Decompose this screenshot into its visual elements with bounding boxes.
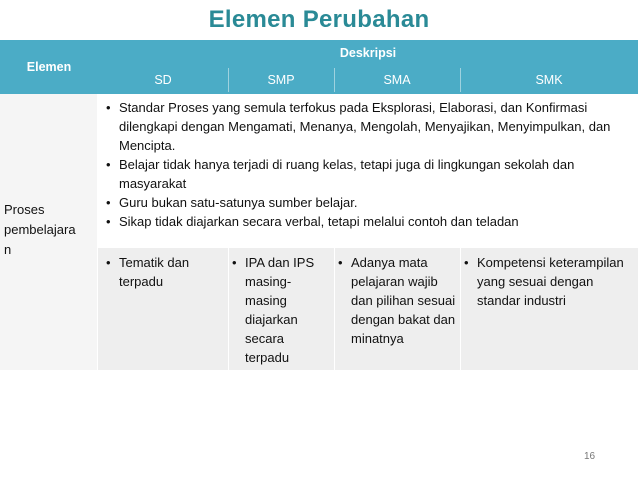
cell-smk — [462, 253, 630, 310]
cell-sd — [104, 253, 222, 291]
list-item: • Belajar tidak hanya terjadi di ruang kelas, tetapi juga di lingkungan sekolah dan masyarakat — [104, 155, 632, 193]
header-elemen: Elemen — [26, 60, 72, 74]
header-deskripsi: Deskripsi — [339, 46, 397, 60]
list-item: • Adanya mata pelajaran wajib dan pilihan sesuai dengan bakat dan minatnya — [336, 253, 456, 348]
header-sma: SMA — [383, 73, 411, 87]
list-item: • Sikap tidak diajarkan secara verbal, tetapi melalui contoh dan teladan — [104, 212, 632, 231]
header-smp: SMP — [267, 73, 295, 87]
page-number: 16 — [584, 451, 596, 462]
shared-points — [104, 98, 632, 231]
header-smk: SMK — [535, 73, 563, 87]
list-item: • Guru bukan satu-satunya sumber belajar. — [104, 193, 632, 212]
list-item: • Kompetensi keterampilan yang sesuai dengan standar industri — [462, 253, 630, 310]
cell-divider — [334, 248, 335, 370]
list-item: • Standar Proses yang semula terfokus pada Eksplorasi, Elaborasi, dan Konfirmasi dilengkapi dengan Mengamati, Menanya, Mengolah, Menyajikan, Menyimpulkan, dan Mencipta. — [104, 98, 632, 155]
cell-sma — [336, 253, 456, 348]
cell-smp — [230, 253, 328, 367]
header-sd: SD — [154, 73, 172, 87]
slide-title: Elemen Perubahan — [208, 6, 430, 33]
elemen-label: Proses pembelajara n — [4, 202, 76, 257]
cell-divider — [228, 248, 229, 370]
list-item: • IPA dan IPS masing-masing diajarkan secara terpadu — [230, 253, 328, 367]
list-item: • Tematik dan terpadu — [104, 253, 222, 291]
cell-divider — [460, 248, 461, 370]
